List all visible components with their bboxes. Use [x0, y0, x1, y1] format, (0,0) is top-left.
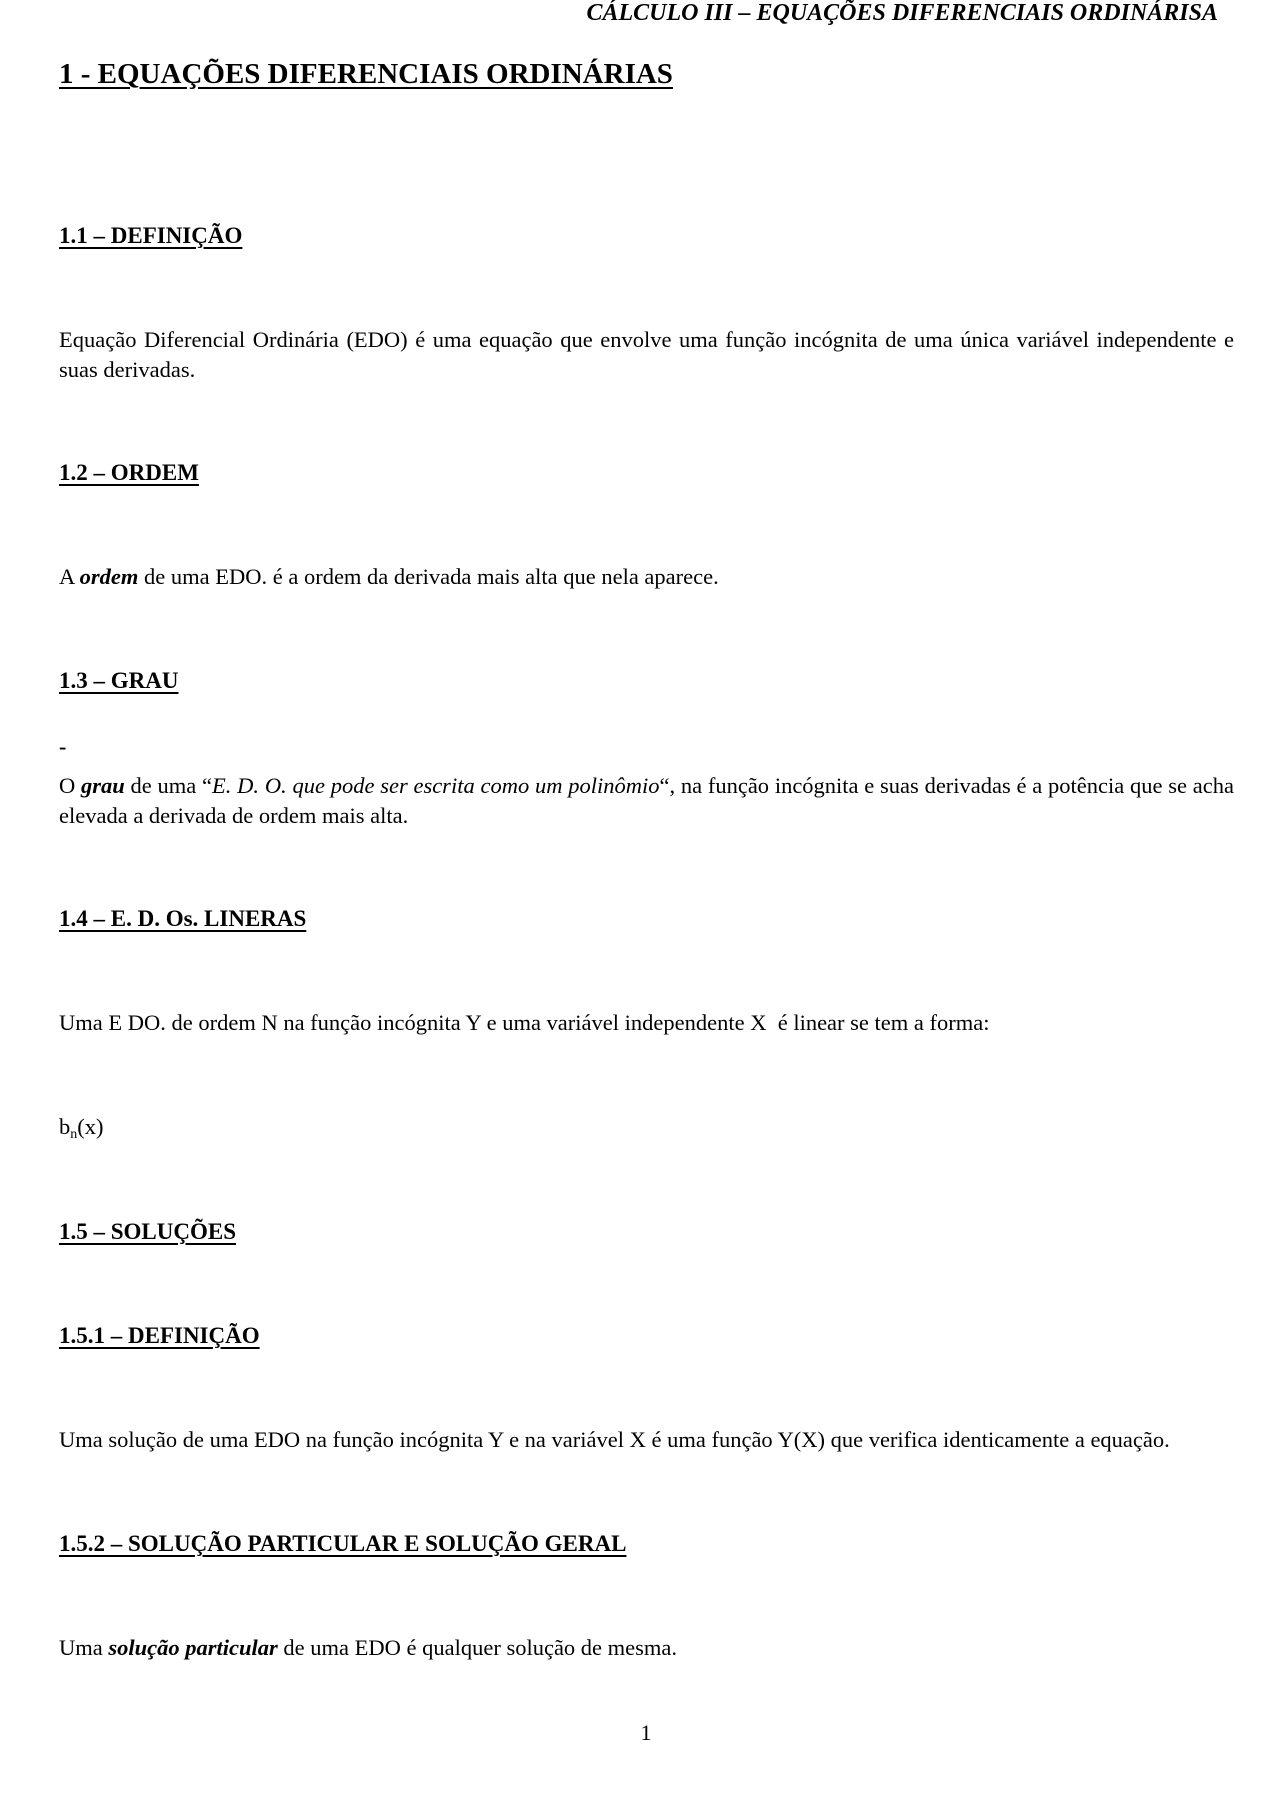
paragraph-linear: Uma E DO. de ordem N na função incógnita Y e uma variável independente X é linear se tem a forma: [59, 1010, 990, 1035]
page-number: 1 [640, 1720, 652, 1745]
order-text-before: A [59, 564, 80, 589]
section-heading-1-1: 1.1 – DEFINIÇÃO [59, 223, 243, 248]
degree-quote: E. D. O. que pode ser escrita como um polinômio [212, 773, 660, 798]
paragraph-degree [59, 771, 1234, 831]
section-heading-1-5: 1.5 – SOLUÇÕES [59, 1219, 237, 1244]
paragraph-particular-solution [59, 1633, 1234, 1663]
section-heading-1-2: 1.2 – ORDEM [59, 460, 199, 485]
running-header: CÁLCULO III – EQUAÇÕES DIFERENCIAIS ORDINÁRISA [586, 0, 1218, 26]
degree-text-middle: de uma “ [124, 773, 213, 798]
particular-term: solução particular [108, 1635, 278, 1660]
degree-text-after: “, na função incógnita e suas derivadas é a potência que se acha elevada a derivada de ordem mais alta. [59, 773, 1234, 828]
particular-text-after: de uma EDO é qualquer solução de mesma. [277, 1635, 678, 1660]
order-text-after: de uma EDO. é a ordem da derivada mais alta que nela aparece. [138, 564, 719, 589]
paragraph-definition: Equação Diferencial Ordinária (EDO) é uma equação que envolve uma função incógnita de uma única variável independente e suas derivadas. [59, 327, 1234, 382]
degree-term: grau [81, 773, 125, 798]
degree-text-before: O [59, 773, 82, 798]
linear-formula [59, 1112, 104, 1150]
order-term: ordem [79, 564, 139, 589]
formula-base: b [59, 1114, 71, 1139]
section-heading-1-3: 1.3 – GRAU [59, 668, 179, 693]
section-heading-1-4: 1.4 – E. D. Os. LINERAS [59, 906, 307, 931]
paragraph-order [59, 562, 1234, 592]
dash-marker: - [59, 734, 67, 759]
chapter-title: 1 - EQUAÇÕES DIFERENCIAIS ORDINÁRIAS [59, 58, 673, 90]
paragraph-solution-definition: Uma solução de uma EDO na função incógnita Y e na variável X é uma função Y(X) que verifica identicamente a equação. [59, 1427, 1170, 1452]
section-heading-1-5-2: 1.5.2 – SOLUÇÃO PARTICULAR E SOLUÇÃO GERAL [59, 1531, 627, 1556]
formula-argument: (x) [77, 1114, 104, 1139]
formula-subscript: n [70, 1127, 78, 1142]
section-heading-1-5-1: 1.5.1 – DEFINIÇÃO [59, 1323, 260, 1348]
particular-text-before: Uma [59, 1635, 109, 1660]
